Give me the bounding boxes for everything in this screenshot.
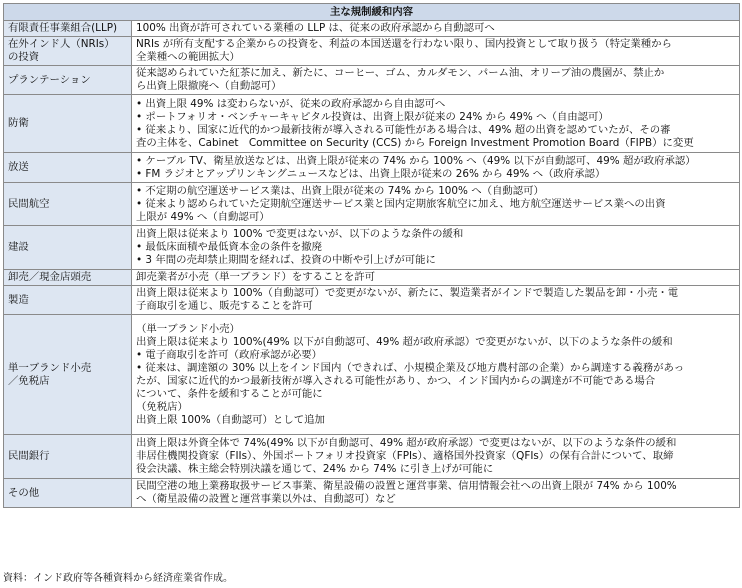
category-line: の投資 bbox=[8, 51, 40, 63]
row-category bbox=[4, 21, 132, 37]
content-line: ら出資上限撤廃へ（自動認可） bbox=[136, 80, 282, 92]
row-content bbox=[132, 226, 740, 270]
row-category bbox=[4, 479, 132, 508]
table-row bbox=[4, 153, 740, 183]
row-content bbox=[132, 315, 740, 435]
category-line: 製造 bbox=[8, 293, 29, 306]
table-row bbox=[4, 21, 740, 37]
content-line: 従来認められていた紅茶に加え、新たに、コーヒー、ゴム、カルダモン、パーム油、オリーブ油の農園が、禁止か bbox=[136, 67, 665, 79]
content-line: 出資上限は従来より 100%（自動認可）で変更がないが、新たに、製造業者がインドで製造した製品を卸・小売・電 bbox=[136, 287, 679, 299]
table-row bbox=[4, 183, 740, 226]
content-line: 査の主体を、Cabinet Committee on Security (CCS) から Foreign Investment Promotion Board（FIPB）に変更 bbox=[136, 136, 694, 149]
content-line: • 不定期の航空運送サービス業は、出資上限が従来の 74% から 100% へ（自動認可） bbox=[136, 184, 544, 197]
category-line: 民間航空 bbox=[8, 197, 50, 210]
content-line: （免税店） bbox=[136, 400, 188, 413]
regulation-table bbox=[3, 3, 740, 508]
category-line: その他 bbox=[8, 486, 40, 499]
category-line: ／免税店 bbox=[8, 374, 50, 387]
content-line: について、条件を緩和することが可能に bbox=[136, 387, 323, 400]
row-content bbox=[132, 37, 740, 66]
content-line: 全業種への範囲拡大） bbox=[136, 51, 240, 63]
content-line: 出資上限は外資全体で 74%(49% 以下が自動認可、49% 超が政府承認）で変更はないが、以下のような条件の緩和 bbox=[136, 437, 677, 449]
table-row bbox=[4, 479, 740, 508]
category-line: 放送 bbox=[8, 161, 29, 173]
content-line: • ケーブル TV、衛星放送などは、出資上限が従来の 74% から 100% へ（49% 以下が自動認可、49% 超が政府承認） bbox=[136, 154, 696, 167]
source-note: 資料：インド政府等各種資料から経済産業省作成。 bbox=[3, 573, 233, 584]
table-row bbox=[4, 270, 740, 286]
table-title-row bbox=[4, 4, 740, 21]
row-content bbox=[132, 270, 740, 286]
content-line: • 電子商取引を許可（政府承認が必要） bbox=[136, 348, 323, 361]
category-line: 建設 bbox=[8, 241, 29, 253]
row-content bbox=[132, 21, 740, 37]
category-line: 防衛 bbox=[8, 117, 29, 129]
content-line: へ（衛星設備の設置と運営事業以外は、自動認可）など bbox=[136, 493, 396, 505]
content-line: たが、国家に近代的かつ最新技術が導入される可能性があり、かつ、インド国内からの調達が不可能である場合 bbox=[136, 374, 656, 387]
table-row bbox=[4, 435, 740, 479]
content-line: （単一ブランド小売） bbox=[136, 322, 240, 335]
row-category bbox=[4, 95, 132, 153]
content-line: • FM ラジオとアップリンキングニュースなどは、出資上限が従来の 26% から 49% へ（政府承認） bbox=[136, 167, 606, 180]
table-row bbox=[4, 95, 740, 153]
category-line: 有限責任事業組合(LLP) bbox=[8, 22, 118, 34]
content-line: 非居住機関投資家（FIIs）、外国ポートフォリオ投資家（FPIs）、適格国外投資家（QFIs）の保有合計について、取締 bbox=[136, 450, 674, 462]
row-category bbox=[4, 66, 132, 95]
table-row bbox=[4, 315, 740, 435]
table-row bbox=[4, 286, 740, 315]
content-line: • 従来より、国家に近代的かつ最新技術が導入される可能性がある場合は、49% 超の出資を認めていたが、その審 bbox=[136, 123, 671, 136]
content-line: • ポートフォリオ・ベンチャーキャピタル投資は、出資上限が従来の 24% から 49% へ（自由認可） bbox=[136, 110, 609, 123]
row-content bbox=[132, 66, 740, 95]
row-category bbox=[4, 286, 132, 315]
table-row bbox=[4, 66, 740, 95]
row-category bbox=[4, 315, 132, 435]
category-line: 卸売／現金店頭売 bbox=[8, 271, 92, 283]
row-content bbox=[132, 479, 740, 508]
content-line: 上限が 49% へ（自動認可） bbox=[136, 210, 270, 223]
content-line: 卸売業者が小売（単一ブランド）をすることを許可 bbox=[136, 271, 375, 283]
row-content bbox=[132, 153, 740, 183]
content-line: 役会決議、株主総会特別決議を通じて、24% から 74% に引き上げが可能に bbox=[136, 463, 494, 475]
category-line: プランテーション bbox=[8, 73, 91, 86]
category-line: 在外インド人（NRIs） bbox=[8, 38, 115, 50]
row-content bbox=[132, 95, 740, 153]
content-line: 出資上限 100%（自動認可）として追加 bbox=[136, 413, 325, 426]
table-row bbox=[4, 226, 740, 270]
row-content bbox=[132, 435, 740, 479]
category-line: 単一ブランド小売 bbox=[8, 361, 92, 374]
content-line: 子商取引を通じ、販売することを許可 bbox=[136, 300, 313, 312]
content-line: • 最低床面積や最低資本金の条件を撤廃 bbox=[136, 241, 323, 253]
row-content bbox=[132, 183, 740, 226]
content-line: 100% 出資が許可されている業種の LLP は、従来の政府承認から自動認可へ bbox=[136, 22, 495, 34]
row-category bbox=[4, 226, 132, 270]
content-line: • 従来は、調達額の 30% 以上をインド国内（できれば、小規模企業及び地方農村部の企業）から調達する義務があっ bbox=[136, 361, 685, 374]
row-category bbox=[4, 37, 132, 66]
content-line: 出資上限は従来より 100%(49% 以下が自動認可、49% 超が政府承認）で変更がないが、以下のような条件の緩和 bbox=[136, 335, 673, 348]
content-line: NRIs が所有支配する企業からの投資を、利益の本国送還を行わない限り、国内投資として取り扱う（特定業種から bbox=[136, 38, 672, 50]
row-category bbox=[4, 183, 132, 226]
row-category bbox=[4, 435, 132, 479]
content-line: 民間空港の地上業務取扱サービス事業、衛星設備の設置と運営事業、信用情報会社への出資上限が 74% から 100% bbox=[136, 480, 677, 492]
table-row bbox=[4, 37, 740, 66]
table-body bbox=[4, 21, 740, 508]
row-content bbox=[132, 286, 740, 315]
content-line: 出資上限は従来より 100% で変更はないが、以下のような条件の緩和 bbox=[136, 228, 464, 240]
row-category bbox=[4, 153, 132, 183]
regulation-table-wrapper bbox=[3, 3, 739, 508]
category-line: 民間銀行 bbox=[8, 450, 50, 462]
row-category bbox=[4, 270, 132, 286]
content-line: • 出資上限 49% は変わらないが、従来の政府承認から自由認可へ bbox=[136, 97, 446, 110]
content-line: • 従来より認められていた定期航空運送サービス業と国内定期旅客航空に加え、地方航空運送サービス業への出資 bbox=[136, 197, 666, 210]
content-line: • 3 年間の売却禁止期間を経れば、投資の中断や引上げが可能に bbox=[136, 254, 436, 266]
table-title: 主な規制緩和内容 bbox=[4, 4, 740, 21]
